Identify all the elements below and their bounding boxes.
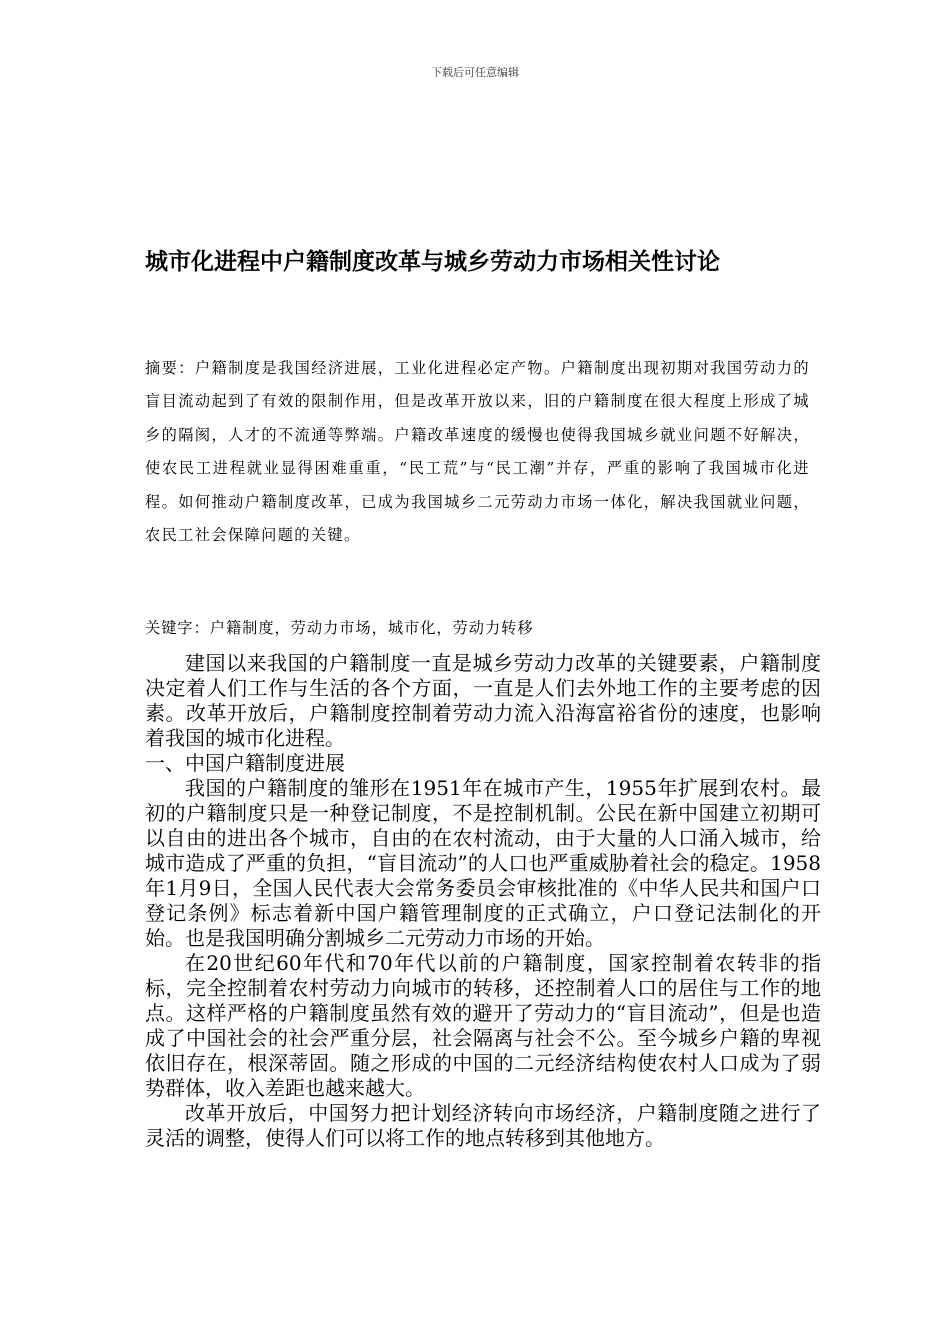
body-paragraph-1: 我国的户籍制度的雏形在1951年在城市产生，1955年扩展到农村。最初的户籍制度只是一种登记制度，不是控制机制。公民在新中国建立初期可以自由的进出各个城市，自由的在农村流动，由于大量的人口涌入城市，给城市造成了严重的负担，“盲目流动”的人口也严重威胁着社会的稳定。1958年1月9日，全国人民代表大会常务委员会审核批准的《中华人民共和国户口登记条例》标志着新中国户籍管理制度的正式确立，户口登记法制化的开始。也是我国明确分割城乡二元劳动力市场的开始。 [145,776,821,950]
intro-paragraph: 建国以来我国的户籍制度一直是城乡劳动力改革的关键要素，户籍制度决定着人们工作与生活的各个方面，一直是人们去外地工作的主要考虑的因素。改革开放后，户籍制度控制着劳动力流入沿海富裕省份的速度，也影响着我国的城市化进程。 [145,651,821,750]
document-title: 城市化进程中户籍制度改革与城乡劳动力市场相关性讨论 [145,249,720,275]
body-paragraph-2: 在20世纪60年代和70年代以前的户籍制度，国家控制着农转非的指标，完全控制着农村劳动力向城市的转移，还控制着人口的居住与工作的地点。这样严格的户籍制度虽然有效的避开了劳动力的“盲目流动”，但是也造成了中国社会的社会严重分层，社会隔离与社会不公。至今城乡户籍的卑视依旧存在，根深蒂固。随之形成的中国的二元经济结构使农村人口成为了弱势群体，收入差距也越来越大。 [145,951,821,1100]
body-text [145,651,821,1151]
header-note: 下载后可任意编辑 [431,66,519,79]
body-paragraph-3: 改革开放后，中国努力把计划经济转向市场经济，户籍制度随之进行了灵活的调整，使得人们可以将工作的地点转移到其他地方。 [145,1101,821,1150]
keywords-line: 关键字：户籍制度，劳动力市场，城市化，劳动力转移 [145,619,534,637]
abstract-paragraph: 摘要：户籍制度是我国经济进展，工业化进程必定产物。户籍制度出现初期对我国劳动力的盲目流动起到了有效的限制作用，但是改革开放以来，旧的户籍制度在很大程度上形成了城乡的隔阂，人才的不流通等弊端。户籍改革速度的缓慢也使得我国城乡就业问题不好解决，使农民工进程就业显得困难重重，“民工荒”与“民工潮”并存，严重的影响了我国城市化进程。如何推动户籍制度改革，已成为我国城乡二元劳动力市场一体化，解决我国就业问题，农民工社会保障问题的关键。 [145,359,810,545]
section-heading: 一、中国户籍制度进展 [145,751,345,775]
